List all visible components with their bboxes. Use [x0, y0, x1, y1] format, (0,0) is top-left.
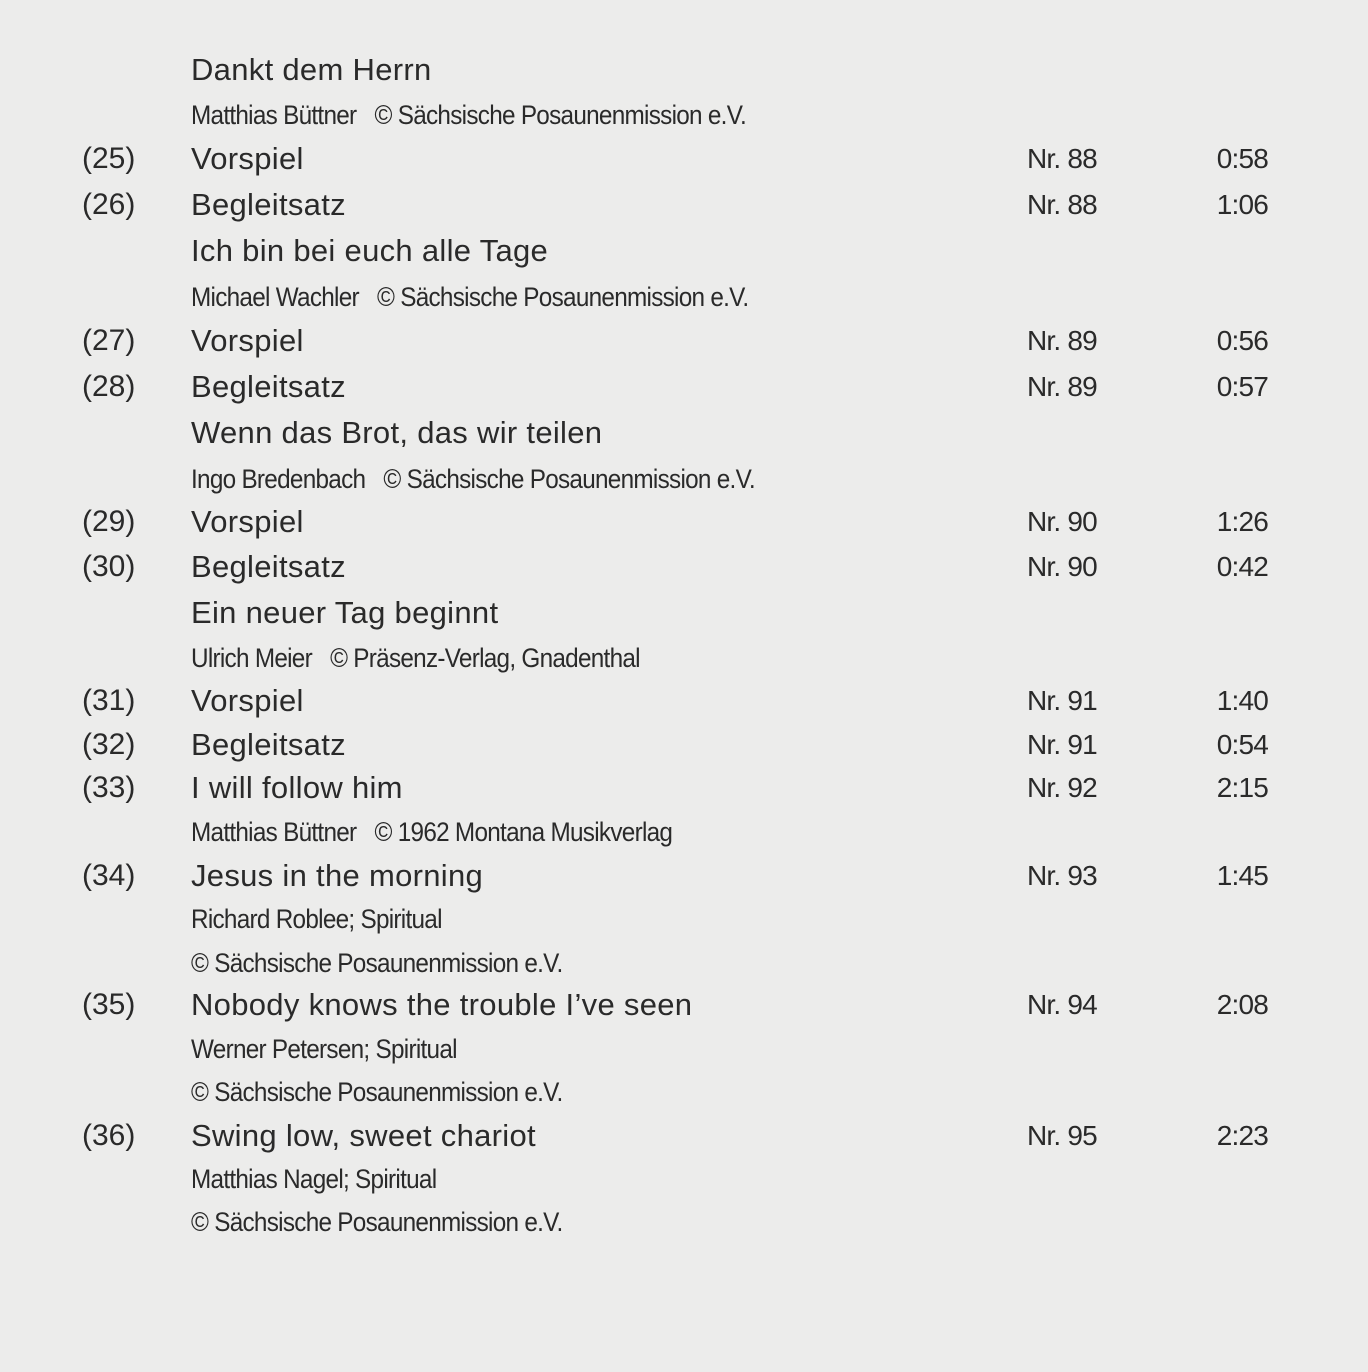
track-title: Vorspiel — [191, 504, 304, 539]
track-title: Swing low, sweet chariot — [191, 1118, 536, 1153]
track-row — [0, 1114, 1368, 1158]
track-row — [0, 679, 1368, 723]
songbook-number: Nr. 91 — [1027, 685, 1097, 716]
songbook-number: Nr. 94 — [1027, 989, 1097, 1020]
track-number: (28) — [82, 370, 136, 403]
track-row — [0, 365, 1368, 409]
track-duration: 0:54 — [1216, 729, 1268, 760]
song-title: Ein neuer Tag beginnt — [191, 595, 499, 630]
track-duration: 2:15 — [1216, 772, 1268, 803]
track-duration: 2:08 — [1216, 989, 1268, 1020]
credit-row — [0, 1157, 1368, 1201]
track-number: (36) — [82, 1119, 136, 1152]
track-number: (34) — [82, 859, 136, 892]
credit-row — [0, 810, 1368, 854]
track-number: (32) — [82, 728, 136, 761]
credit-text: © Sächsische Posaunenmission e.V. — [191, 948, 563, 978]
track-number: (30) — [82, 550, 136, 583]
track-row — [0, 319, 1368, 363]
credit-text: © Sächsische Posaunenmission e.V. — [191, 1207, 563, 1237]
track-duration: 0:57 — [1216, 371, 1268, 402]
songbook-number: Nr. 95 — [1027, 1120, 1097, 1151]
track-duration: 0:56 — [1216, 325, 1268, 356]
song-heading-row — [0, 591, 1368, 635]
credit-row — [0, 897, 1368, 941]
track-number: (26) — [82, 188, 136, 221]
song-title: Wenn das Brot, das wir teilen — [191, 415, 603, 450]
songbook-number: Nr. 93 — [1027, 860, 1097, 891]
credit-row — [0, 1200, 1368, 1244]
song-title: Ich bin bei euch alle Tage — [191, 233, 549, 268]
songbook-number: Nr. 92 — [1027, 772, 1097, 803]
songbook-number: Nr. 88 — [1027, 143, 1097, 174]
songbook-number: Nr. 89 — [1027, 325, 1097, 356]
track-title: Jesus in the morning — [191, 858, 484, 893]
credit-text: Werner Petersen; Spiritual — [191, 1034, 457, 1064]
credit-row — [0, 275, 1368, 319]
song-title: Dankt dem Herrn — [191, 52, 432, 87]
songbook-number: Nr. 89 — [1027, 371, 1097, 402]
track-duration: 0:42 — [1216, 551, 1268, 582]
track-title: Vorspiel — [191, 141, 304, 176]
track-duration: 1:45 — [1216, 860, 1268, 891]
track-row — [0, 854, 1368, 898]
track-number: (27) — [82, 324, 136, 357]
song-heading-row — [0, 48, 1368, 92]
track-title: Begleitsatz — [191, 369, 346, 404]
track-title: Vorspiel — [191, 683, 304, 718]
songbook-number: Nr. 90 — [1027, 506, 1097, 537]
track-number: (31) — [82, 684, 136, 717]
track-number: (29) — [82, 505, 136, 538]
credit-row — [0, 636, 1368, 680]
track-title: I will follow him — [191, 770, 403, 805]
track-row — [0, 500, 1368, 544]
track-number: (25) — [82, 142, 136, 175]
song-heading-row — [0, 229, 1368, 273]
songbook-number: Nr. 91 — [1027, 729, 1097, 760]
track-title: Begleitsatz — [191, 549, 346, 584]
credit-text: Matthias Büttner © 1962 Montana Musikverlag — [191, 817, 673, 847]
credit-row — [0, 1070, 1368, 1114]
track-title: Begleitsatz — [191, 187, 346, 222]
credit-text: Matthias Nagel; Spiritual — [191, 1164, 437, 1194]
track-duration: 1:26 — [1216, 506, 1268, 537]
song-heading-row — [0, 411, 1368, 455]
credit-text: Richard Roblee; Spiritual — [191, 904, 442, 934]
track-number: (35) — [82, 988, 136, 1021]
track-row — [0, 137, 1368, 181]
track-row — [0, 766, 1368, 810]
track-number: (33) — [82, 771, 136, 804]
track-row — [0, 183, 1368, 227]
credit-text: Ulrich Meier © Präsenz-Verlag, Gnadenthal — [191, 643, 640, 673]
credit-text: Michael Wachler © Sächsische Posaunenmission e.V. — [191, 282, 749, 312]
track-title: Nobody knows the trouble I’ve seen — [191, 987, 693, 1022]
songbook-number: Nr. 90 — [1027, 551, 1097, 582]
track-row — [0, 545, 1368, 589]
credit-text: Matthias Büttner © Sächsische Posaunenmission e.V. — [191, 100, 746, 130]
songbook-number: Nr. 88 — [1027, 189, 1097, 220]
track-duration: 1:06 — [1216, 189, 1268, 220]
credit-text: © Sächsische Posaunenmission e.V. — [191, 1077, 563, 1107]
credit-row — [0, 93, 1368, 137]
track-duration: 1:40 — [1216, 685, 1268, 716]
track-row — [0, 983, 1368, 1027]
credit-row — [0, 457, 1368, 501]
credit-text: Ingo Bredenbach © Sächsische Posaunenmission e.V. — [191, 464, 755, 494]
credit-row — [0, 1027, 1368, 1071]
track-title: Begleitsatz — [191, 727, 346, 762]
credit-row — [0, 941, 1368, 985]
track-title: Vorspiel — [191, 323, 304, 358]
track-row — [0, 723, 1368, 767]
track-duration: 2:23 — [1216, 1120, 1268, 1151]
track-duration: 0:58 — [1216, 143, 1268, 174]
